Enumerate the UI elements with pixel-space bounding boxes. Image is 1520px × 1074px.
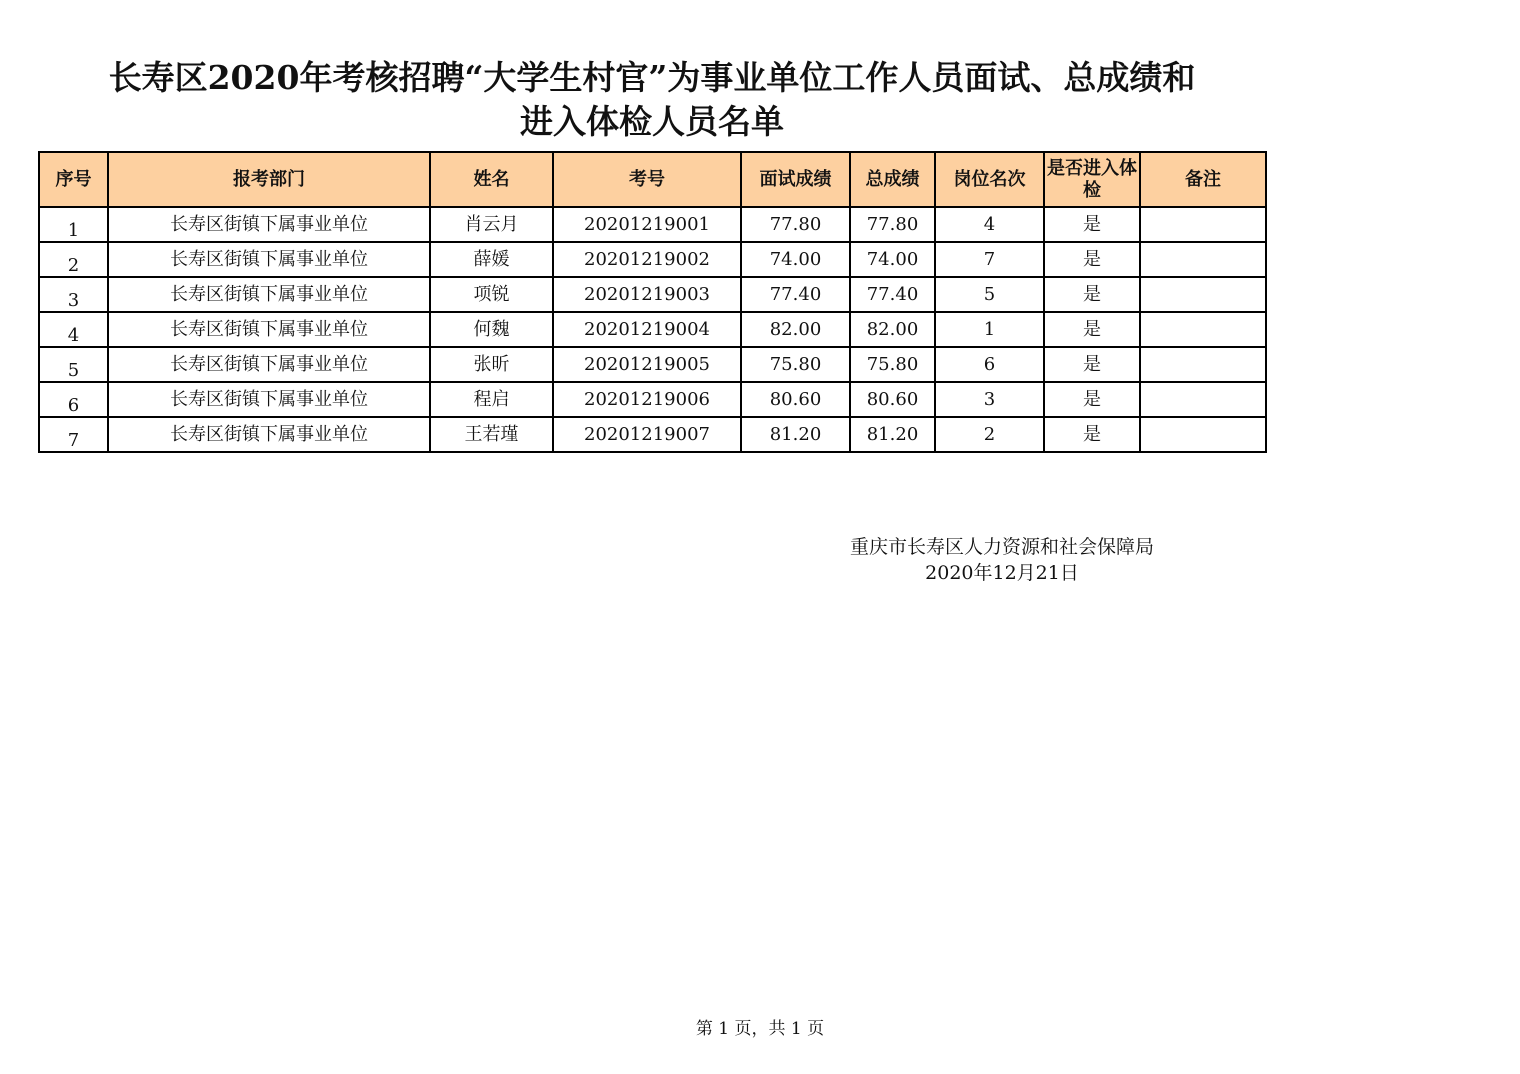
cell-total: 75.80: [850, 347, 935, 382]
cell-physical: 是: [1044, 277, 1140, 312]
header-total: 总成绩: [850, 152, 935, 207]
cell-note: [1140, 277, 1266, 312]
cell-seq: 4: [39, 312, 108, 347]
cell-name: 何魏: [430, 312, 553, 347]
cell-note: [1140, 207, 1266, 242]
cell-rank: 6: [935, 347, 1044, 382]
cell-total: 74.00: [850, 242, 935, 277]
table-row: [39, 312, 1266, 347]
cell-physical: 是: [1044, 347, 1140, 382]
cell-exam-no: 20201219006: [553, 382, 741, 417]
cell-dept: 长寿区街镇下属事业单位: [108, 312, 430, 347]
table-row: [39, 347, 1266, 382]
cell-dept: 长寿区街镇下属事业单位: [108, 417, 430, 452]
cell-total: 82.00: [850, 312, 935, 347]
page-number: 第 1 页，共 1 页: [695, 1019, 825, 1039]
cell-exam-no: 20201219002: [553, 242, 741, 277]
cell-dept: 长寿区街镇下属事业单位: [108, 382, 430, 417]
document-title-line-2: 进入体检人员名单: [520, 102, 784, 141]
header-interview: 面试成绩: [741, 152, 850, 207]
cell-interview: 77.40: [741, 277, 850, 312]
cell-rank: 7: [935, 242, 1044, 277]
cell-seq: 2: [39, 242, 108, 277]
cell-physical: 是: [1044, 207, 1140, 242]
cell-interview: 75.80: [741, 347, 850, 382]
cell-dept: 长寿区街镇下属事业单位: [108, 277, 430, 312]
header-note: 备注: [1140, 152, 1266, 207]
cell-rank: 4: [935, 207, 1044, 242]
cell-exam-no: 20201219005: [553, 347, 741, 382]
cell-seq: 5: [39, 347, 108, 382]
table-row: [39, 242, 1266, 277]
cell-exam-no: 20201219004: [553, 312, 741, 347]
table-row: [39, 277, 1266, 312]
cell-physical: 是: [1044, 242, 1140, 277]
cell-name: 张昕: [430, 347, 553, 382]
cell-physical: 是: [1044, 312, 1140, 347]
header-seq: 序号: [39, 152, 108, 207]
cell-note: [1140, 242, 1266, 277]
cell-name: 薛媛: [430, 242, 553, 277]
header-dept: 报考部门: [108, 152, 430, 207]
cell-dept: 长寿区街镇下属事业单位: [108, 242, 430, 277]
cell-physical: 是: [1044, 417, 1140, 452]
table-row: [39, 417, 1266, 452]
cell-rank: 5: [935, 277, 1044, 312]
cell-total: 77.40: [850, 277, 935, 312]
table-header-row: [39, 152, 1266, 207]
table-row: [39, 382, 1266, 417]
cell-seq: 1: [39, 207, 108, 242]
cell-note: [1140, 382, 1266, 417]
cell-seq: 7: [39, 417, 108, 452]
cell-interview: 80.60: [741, 382, 850, 417]
cell-note: [1140, 312, 1266, 347]
cell-total: 81.20: [850, 417, 935, 452]
results-table: [38, 151, 1267, 453]
cell-rank: 1: [935, 312, 1044, 347]
cell-interview: 77.80: [741, 207, 850, 242]
cell-exam-no: 20201219001: [553, 207, 741, 242]
cell-note: [1140, 417, 1266, 452]
cell-interview: 82.00: [741, 312, 850, 347]
cell-total: 80.60: [850, 382, 935, 417]
cell-seq: 3: [39, 277, 108, 312]
cell-name: 王若瑾: [430, 417, 553, 452]
cell-rank: 2: [935, 417, 1044, 452]
cell-name: 程启: [430, 382, 553, 417]
cell-exam-no: 20201219007: [553, 417, 741, 452]
cell-total: 77.80: [850, 207, 935, 242]
cell-note: [1140, 347, 1266, 382]
cell-dept: 长寿区街镇下属事业单位: [108, 207, 430, 242]
issue-date: 2020年12月21日: [925, 562, 1079, 584]
cell-dept: 长寿区街镇下属事业单位: [108, 347, 430, 382]
cell-name: 肖云月: [430, 207, 553, 242]
header-exam-no: 考号: [553, 152, 741, 207]
cell-interview: 81.20: [741, 417, 850, 452]
cell-rank: 3: [935, 382, 1044, 417]
cell-name: 项锐: [430, 277, 553, 312]
cell-seq: 6: [39, 382, 108, 417]
issuing-organization: 重庆市长寿区人力资源和社会保障局: [849, 536, 1154, 558]
cell-physical: 是: [1044, 382, 1140, 417]
cell-exam-no: 20201219003: [553, 277, 741, 312]
cell-interview: 74.00: [741, 242, 850, 277]
document-title-line-1: 长寿区2020年考核招聘“大学生村官”为事业单位工作人员面试、总成绩和: [108, 58, 1196, 97]
header-name: 姓名: [430, 152, 553, 207]
table-row: [39, 207, 1266, 242]
header-physical: 是否进入体检: [1044, 152, 1140, 207]
header-rank: 岗位名次: [935, 152, 1044, 207]
